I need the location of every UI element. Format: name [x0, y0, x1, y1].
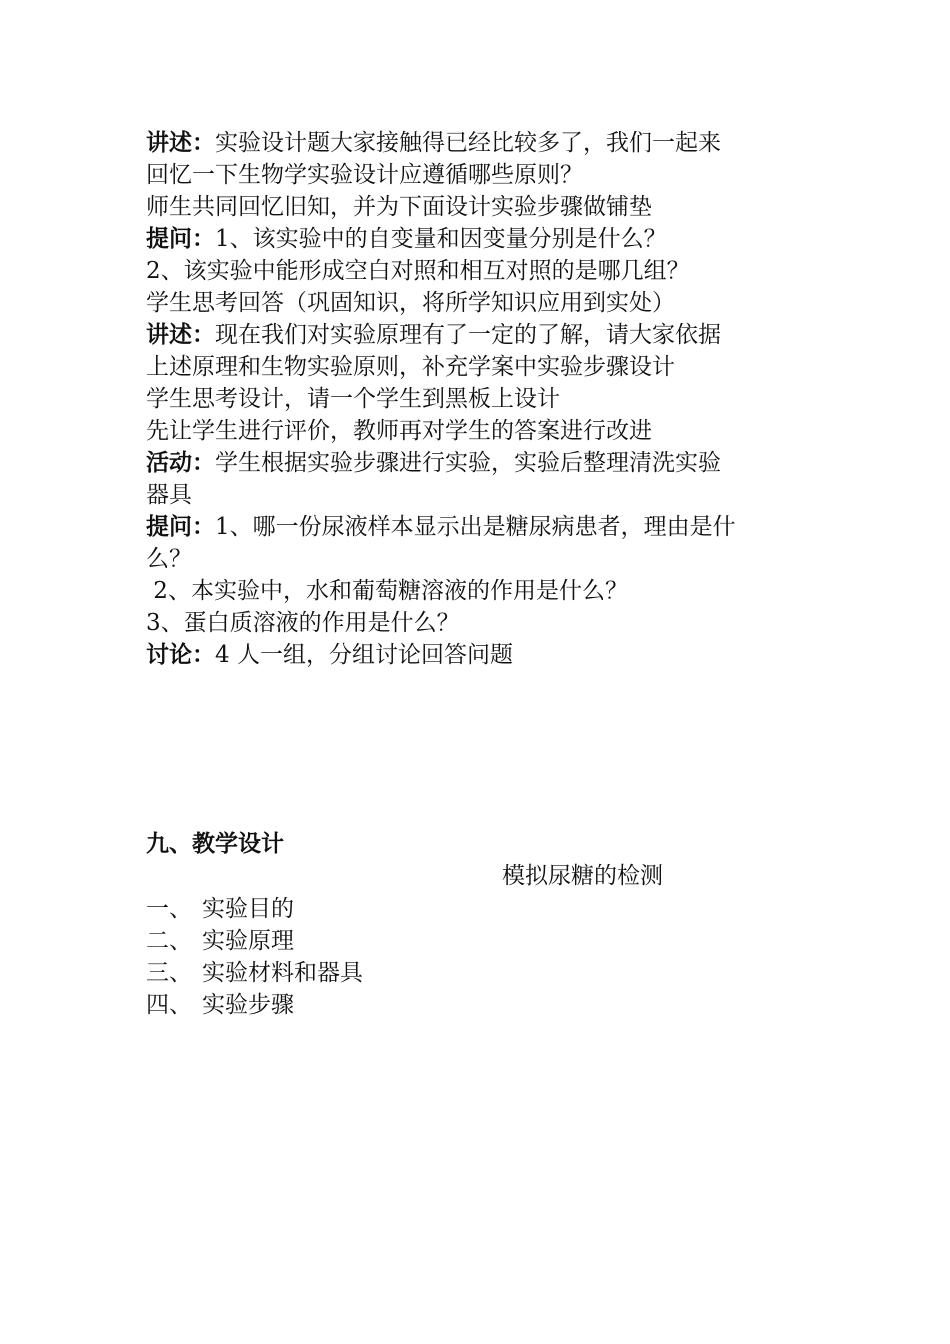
outline-item: [146, 893, 363, 925]
outline-text: 实验原理: [202, 928, 294, 954]
text-line: [146, 351, 806, 383]
text-line: [146, 607, 806, 639]
outline-number: 四、: [146, 992, 192, 1018]
section-heading: 九、教学设计: [146, 830, 284, 857]
line-text: 学生根据实验步骤进行实验，实验后整理清洗实验: [215, 450, 721, 476]
text-line: [146, 479, 806, 511]
line-text: 学生思考设计，请一个学生到黑板上设计: [146, 386, 560, 412]
text-line: [146, 255, 806, 287]
line-label: 讨论：: [146, 641, 215, 668]
line-text: 2、该实验中能形成空白对照和相互对照的是哪几组？: [146, 258, 690, 284]
text-line: [146, 383, 806, 415]
line-text: 师生共同回忆旧知，并为下面设计实验步骤做铺垫: [146, 194, 652, 220]
outline-item: [146, 989, 363, 1021]
outline-item: [146, 925, 363, 957]
line-text: 1、哪一份尿液样本显示出是糖尿病患者，理由是什: [215, 514, 736, 540]
line-text: 么？: [146, 546, 192, 572]
line-label: 讲述：: [146, 321, 215, 348]
experiment-title: 模拟尿糖的检测: [502, 863, 663, 889]
line-text: 回忆一下生物学实验设计应遵循哪些原则？: [146, 162, 583, 188]
outline-number: 二、: [146, 928, 192, 954]
line-text: 3、蛋白质溶液的作用是什么？: [146, 610, 460, 636]
line-text: 4 人一组，分组讨论回答问题: [215, 642, 513, 668]
text-line: [146, 511, 806, 543]
text-line: [146, 415, 806, 447]
outline-text: 实验目的: [202, 896, 294, 922]
line-text: 上述原理和生物实验原则，补充学案中实验步骤设计: [146, 354, 675, 380]
text-line: [146, 319, 806, 351]
text-line: [146, 287, 806, 319]
lesson-procedure-text: [146, 127, 806, 671]
line-text: 1、该实验中的自变量和因变量分别是什么？: [215, 226, 667, 252]
teaching-design-section: [146, 828, 806, 862]
outline-item: [146, 957, 363, 989]
line-label: 提问：: [146, 513, 215, 540]
outline-text: 实验材料和器具: [202, 960, 363, 986]
text-line: [146, 543, 806, 575]
text-line: [146, 575, 806, 607]
experiment-outline: [146, 893, 363, 1021]
outline-text: 实验步骤: [202, 992, 294, 1018]
text-line: [146, 127, 806, 159]
outline-number: 一、: [146, 896, 192, 922]
line-text: 实验设计题大家接触得已经比较多了，我们一起来: [215, 130, 721, 156]
text-line: [146, 447, 806, 479]
line-text: 器具: [146, 482, 192, 508]
outline-number: 三、: [146, 960, 192, 986]
line-text: 现在我们对实验原理有了一定的了解，请大家依据: [215, 322, 721, 348]
line-text: 2、本实验中，水和葡萄糖溶液的作用是什么？: [146, 578, 628, 604]
line-label: 活动：: [146, 449, 215, 476]
text-line: [146, 223, 806, 255]
line-text: 学生思考回答（巩固知识，将所学知识应用到实处）: [146, 290, 675, 316]
line-label: 提问：: [146, 225, 215, 252]
text-line: [146, 159, 806, 191]
line-label: 讲述：: [146, 129, 215, 156]
text-line: [146, 191, 806, 223]
line-text: 先让学生进行评价，教师再对学生的答案进行改进: [146, 418, 652, 444]
text-line: [146, 639, 806, 671]
